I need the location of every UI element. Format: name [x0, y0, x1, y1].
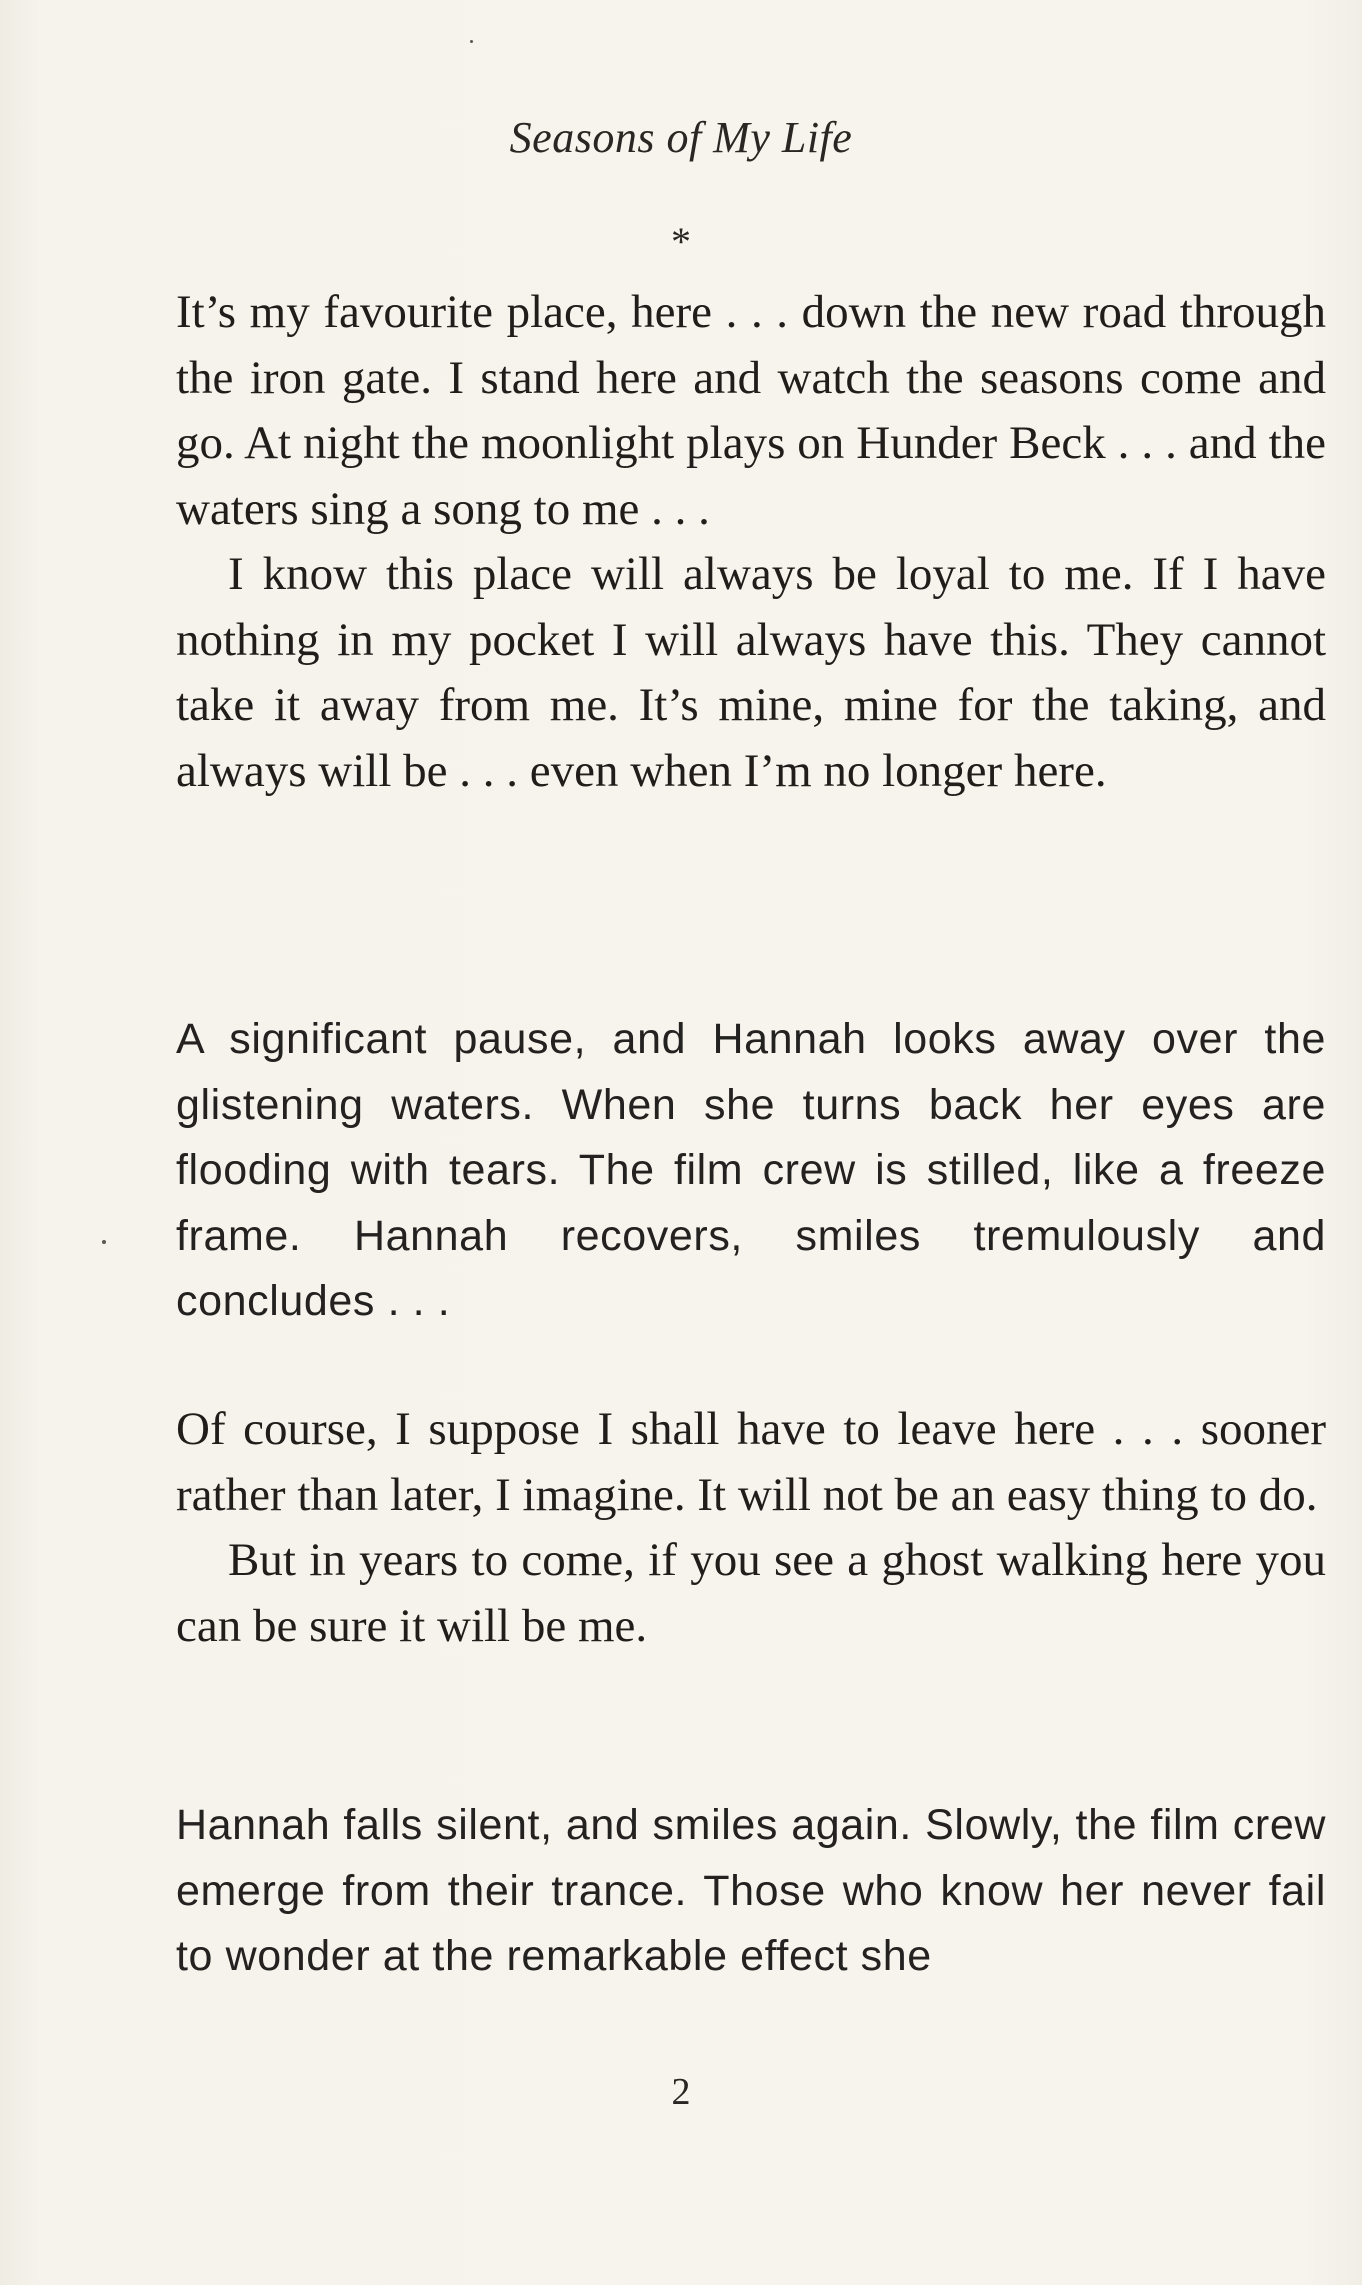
narration-paragraph: A significant pause, and Hannah looks away over the glistening waters. When she turns back her eyes are flooding with tears. The film crew is stilled, like a freeze frame. Hannah recovers, smiles tremulously and concludes . . .	[176, 1015, 1326, 1325]
speech-paragraph: Of course, I suppose I shall have to leave here . . . sooner rather than later, I imagine. It will not be an easy thing to do.	[176, 1403, 1326, 1521]
speech-passage-2	[176, 1397, 1326, 1659]
narration-paragraph: Hannah falls silent, and smiles again. Slowly, the film crew emerge from their trance. Those who know her never fail to wonder at the remarkable effect she	[176, 1801, 1326, 1980]
running-head: Seasons of My Life	[509, 113, 853, 162]
speech-paragraph: I know this place will always be loyal to me. If I have nothing in my pocket I will always have this. They cannot take it away from me. It’s mine, mine for the taking, and always will be . . . even when I’m no longer here.	[176, 548, 1326, 797]
speech-paragraph: It’s my favourite place, here . . . down the new road through the iron gate. I stand here and watch the seasons come and go. At night the moonlight plays on Hunder Beck . . . and the waters sing a song to me . . .	[176, 286, 1326, 535]
speech-paragraph: But in years to come, if you see a ghost walking here you can be sure it will be me.	[176, 1534, 1326, 1652]
paper-speck	[102, 1240, 106, 1244]
narration-passage-2	[176, 1793, 1326, 1990]
page-number: 2	[671, 2071, 691, 2113]
narration-passage-1	[176, 1007, 1326, 1335]
section-mark: *	[671, 219, 691, 264]
paper-speck	[470, 40, 473, 43]
speech-passage-1	[176, 280, 1326, 804]
